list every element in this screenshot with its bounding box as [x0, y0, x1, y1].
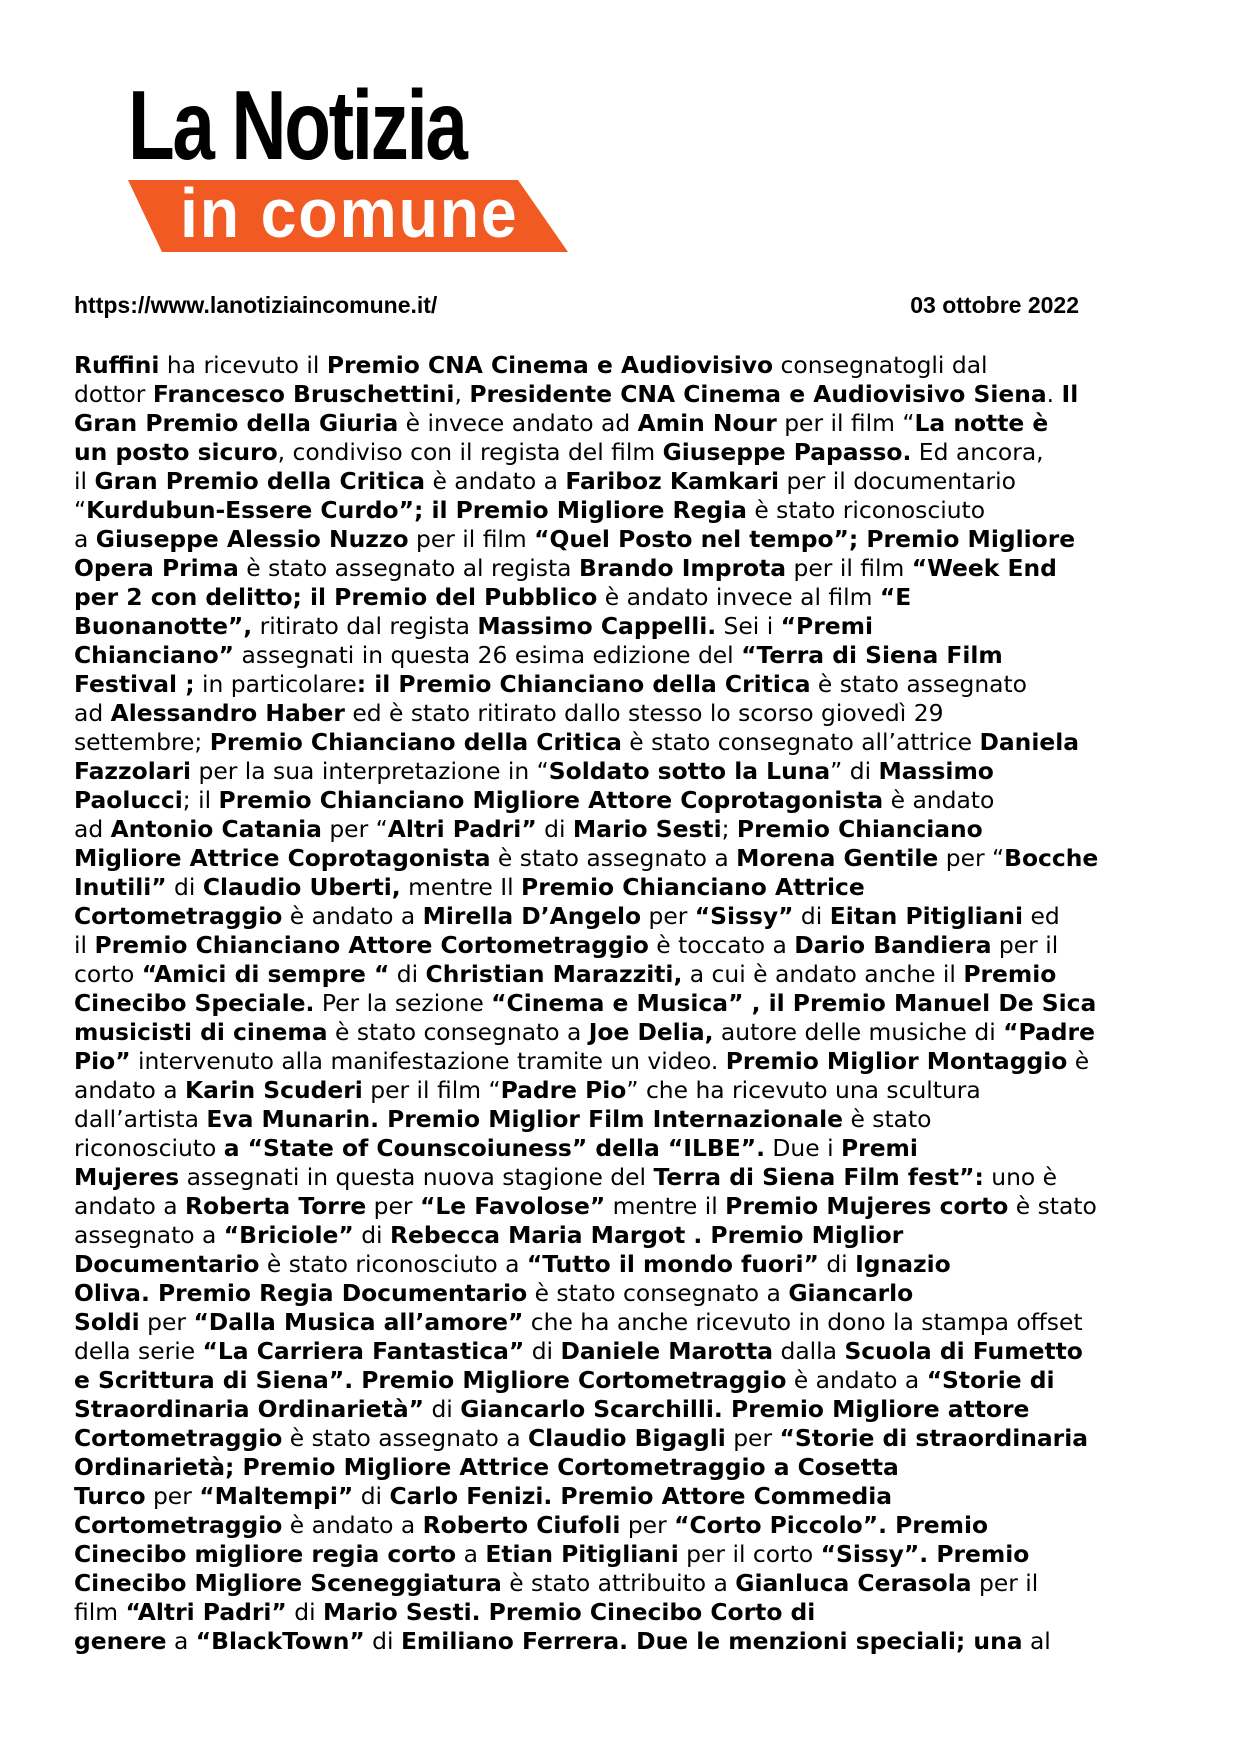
article-line	[74, 1569, 1154, 1598]
body-text: è stato consegnato a	[327, 1018, 589, 1046]
body-text: è stato	[1008, 1192, 1097, 1220]
article-line	[74, 989, 1154, 1018]
body-text: ; il	[182, 786, 219, 814]
bold-text: “Amici di sempre “	[141, 960, 390, 988]
logo-title: La Notizia	[128, 70, 466, 180]
body-text: per il	[991, 931, 1059, 959]
body-text: dall’artista	[74, 1105, 207, 1133]
bold-text: Premio CNA Cinema e Audiovisivo	[326, 351, 774, 379]
body-text: è stato	[843, 1105, 932, 1133]
bold-text: Francesco Bruschettini	[152, 380, 455, 408]
body-text: è andato a	[282, 902, 423, 930]
bold-text: “Maltempi”	[199, 1482, 354, 1510]
body-text: ed	[1023, 902, 1060, 930]
bold-text: un posto sicuro	[74, 438, 278, 466]
body-text: consegnatogli dal	[773, 351, 988, 379]
bold-text: Karin Scuderi	[185, 1076, 363, 1104]
article-line	[74, 1627, 1154, 1656]
article-line	[74, 525, 1154, 554]
bold-text: Straordinaria Ordinarietà”	[74, 1395, 425, 1423]
article-line	[74, 1598, 1154, 1627]
body-text: dalla	[773, 1337, 845, 1365]
body-text: a	[74, 525, 96, 553]
body-text: Sei i	[716, 612, 781, 640]
body-text: il	[74, 467, 95, 495]
bold-text: Cortometraggio	[74, 902, 283, 930]
body-text: a cui è andato anche il	[682, 960, 964, 988]
bold-text: “La Carriera Fantastica”	[202, 1337, 525, 1365]
bold-text: Premio	[963, 960, 1057, 988]
article-line	[74, 815, 1154, 844]
body-text: di	[353, 1221, 390, 1249]
bold-text: Etian Pitigliani	[485, 1540, 679, 1568]
bold-text: e Scrittura di Siena”. Premio Migliore Cortometraggio	[74, 1366, 787, 1394]
article-line	[74, 496, 1154, 525]
body-text: è stato riconosciuto a	[259, 1250, 527, 1278]
bold-text: Bocche	[1004, 844, 1099, 872]
bold-text: a “State of Counscoiuness” della “ILBE”.	[223, 1134, 765, 1162]
bold-text: Presidente CNA Cinema e Audiovisivo Siena	[469, 380, 1047, 408]
bold-text: Christian Marazziti,	[425, 960, 683, 988]
bold-text: Pio”	[74, 1047, 131, 1075]
article-line	[74, 1308, 1154, 1337]
bold-text: Antonio Catania	[110, 815, 322, 843]
bold-text: “Corto Piccolo”. Premio	[674, 1511, 989, 1539]
bold-text: Premio Chianciano della Critica	[209, 728, 622, 756]
body-text: di	[389, 960, 426, 988]
article-line	[74, 1395, 1154, 1424]
bold-text: “Sissy”. Premio	[820, 1540, 1030, 1568]
body-text: .	[1046, 380, 1062, 408]
body-text: ad	[74, 815, 111, 843]
bold-text: Claudio Bigagli	[528, 1424, 726, 1452]
body-text: uno è	[983, 1163, 1058, 1191]
body-text: è andato a	[425, 467, 566, 495]
bold-text: Dario Bandiera	[794, 931, 992, 959]
bold-text: Cinecibo migliore regia corto	[74, 1540, 457, 1568]
bold-text: Massimo	[878, 757, 994, 785]
article-line	[74, 960, 1154, 989]
body-text: che ha anche ricevuto in dono la stampa offset	[523, 1308, 1083, 1336]
body-text: per	[366, 1192, 420, 1220]
body-text: è stato consegnato a	[527, 1279, 789, 1307]
body-text: per il film “	[362, 1076, 501, 1104]
bold-text: Eva Munarin. Premio Miglior Film Internazionale	[206, 1105, 844, 1133]
article-line	[74, 1105, 1154, 1134]
body-text: ritirato dal regista	[252, 612, 478, 640]
bold-text: Ordinarietà; Premio Migliore Attrice Cortometraggio a Cosetta	[74, 1453, 899, 1481]
bold-text: Kurdubun-Essere Curdo”; il Premio Migliore Regia	[86, 496, 747, 524]
article-line	[74, 1540, 1154, 1569]
article-line	[74, 1047, 1154, 1076]
bold-text: “Premi	[780, 612, 873, 640]
bold-text: Premio Chianciano	[736, 815, 983, 843]
bold-text: Fariboz Kamkari	[565, 467, 780, 495]
article-line	[74, 844, 1154, 873]
article-line	[74, 1018, 1154, 1047]
bold-text: Cortometraggio	[74, 1424, 283, 1452]
article-line	[74, 1482, 1154, 1511]
article-line	[74, 1366, 1154, 1395]
body-text: di	[364, 1627, 401, 1655]
body-text: è stato assegnato a	[282, 1424, 529, 1452]
article-line	[74, 1250, 1154, 1279]
article-line	[74, 1076, 1154, 1105]
bold-text: Padre Pio	[500, 1076, 627, 1104]
body-text: di	[166, 873, 203, 901]
article-line	[74, 612, 1154, 641]
bold-text: Daniele Marotta	[560, 1337, 774, 1365]
body-text: a	[166, 1627, 196, 1655]
body-text: per “	[321, 815, 388, 843]
body-text: è stato assegnato a	[490, 844, 737, 872]
body-text: il	[74, 931, 95, 959]
body-text: ” che ha ricevuto una scultura	[626, 1076, 981, 1104]
bold-text: Giancarlo	[788, 1279, 914, 1307]
body-text: Per la sezione	[314, 989, 492, 1017]
body-text: di	[524, 1337, 561, 1365]
article-line	[74, 1424, 1154, 1453]
logo-subtitle: in comune	[180, 174, 519, 252]
bold-text: La notte è	[914, 409, 1049, 437]
article-line	[74, 1337, 1154, 1366]
body-text: “	[74, 496, 87, 524]
bold-text: Roberto Ciufoli	[422, 1511, 621, 1539]
article-line	[74, 380, 1154, 409]
body-text: autore delle musiche di	[713, 1018, 1004, 1046]
source-url[interactable]: https://www.lanotiziaincomune.it/	[74, 292, 438, 318]
bold-text: “Altri Padri”	[125, 1598, 287, 1626]
bold-text: “Cinema e Musica” , il Premio Manuel De Sica	[491, 989, 1097, 1017]
body-text: ed è stato ritirato dallo stesso lo scorso giovedì 29	[344, 699, 944, 727]
body-text: è stato assegnato	[810, 670, 1027, 698]
article-line	[74, 1453, 1154, 1482]
bold-text: Daniela	[979, 728, 1080, 756]
bold-text: Il	[1061, 380, 1079, 408]
bold-text: Gianluca Cerasola	[735, 1569, 972, 1597]
article-line	[74, 902, 1154, 931]
bold-text: per 2 con delitto; il Premio del Pubblico	[74, 583, 598, 611]
body-text: assegnati in questa nuova stagione del	[179, 1163, 654, 1191]
bold-text: genere	[74, 1627, 167, 1655]
bold-text: “BlackTown”	[195, 1627, 365, 1655]
bold-text: Roberta Torre	[185, 1192, 367, 1220]
body-text: per il film “	[776, 409, 915, 437]
body-text: riconosciuto	[74, 1134, 224, 1162]
bold-text: “E	[879, 583, 912, 611]
body-text: per il corto	[678, 1540, 821, 1568]
bold-text: “Dalla Musica all’amore”	[193, 1308, 524, 1336]
body-text: di	[353, 1482, 390, 1510]
bold-text: Eitan Pitigliani	[829, 902, 1024, 930]
bold-text: Cinecibo Migliore Sceneggiatura	[74, 1569, 502, 1597]
article-line	[74, 438, 1154, 467]
bold-text: Scuola di Fumetto	[844, 1337, 1083, 1365]
body-text: è toccato a	[648, 931, 795, 959]
bold-text: “Storie di straordinaria	[779, 1424, 1088, 1452]
body-text: per	[145, 1482, 200, 1510]
article-line	[74, 409, 1154, 438]
bold-text: Cinecibo Speciale.	[74, 989, 315, 1017]
bold-text: Migliore Attrice Coprotagonista	[74, 844, 491, 872]
bold-text: Fazzolari	[74, 757, 192, 785]
body-text: andato a	[74, 1192, 186, 1220]
bold-text: Ruffini	[74, 351, 160, 379]
body-text: per	[620, 1511, 675, 1539]
bold-text: Altri Padri”	[387, 815, 537, 843]
body-text: è andato a	[282, 1511, 423, 1539]
bold-text: Premio Chianciano Attore Cortometraggio	[94, 931, 649, 959]
bold-text: Inutili”	[74, 873, 167, 901]
bold-text: Mario Sesti	[572, 815, 722, 843]
bold-text: Giuseppe Alessio Nuzzo	[95, 525, 409, 553]
bold-text: Massimo Cappelli.	[477, 612, 717, 640]
bold-text: Documentario	[74, 1250, 260, 1278]
bold-text: Ignazio	[855, 1250, 951, 1278]
article-line	[74, 699, 1154, 728]
body-text: della serie	[74, 1337, 203, 1365]
body-text: assegnati in questa 26 esima edizione del	[234, 641, 742, 669]
body-text: è invece andato ad	[398, 409, 638, 437]
body-text: è andato invece al film	[597, 583, 880, 611]
body-text: ,	[454, 380, 470, 408]
article-line	[74, 1279, 1154, 1308]
bold-text: Paolucci	[74, 786, 183, 814]
bold-text: musicisti di cinema	[74, 1018, 328, 1046]
bold-text: Buonanotte”,	[74, 612, 253, 640]
bold-text: Morena Gentile	[736, 844, 939, 872]
article-line	[74, 757, 1154, 786]
body-text: settembre;	[74, 728, 210, 756]
publication-date: 03 ottobre 2022	[910, 292, 1079, 318]
bold-text: “Quel Posto nel tempo”; Premio Migliore	[534, 525, 1076, 553]
body-text: corto	[74, 960, 142, 988]
bold-text: Carlo Fenizi. Premio Attore Commedia	[389, 1482, 893, 1510]
bold-text: Premi	[841, 1134, 918, 1162]
body-text: per il	[971, 1569, 1039, 1597]
bold-text: Premio Miglior Montaggio	[725, 1047, 1068, 1075]
article-line	[74, 641, 1154, 670]
body-text: di	[424, 1395, 461, 1423]
body-text: per il film	[408, 525, 535, 553]
bold-text: “Sissy”	[694, 902, 794, 930]
article-line	[74, 873, 1154, 902]
body-text: in particolare	[194, 670, 357, 698]
bold-text: Opera Prima	[74, 554, 239, 582]
bold-text: Joe Delia,	[588, 1018, 714, 1046]
bold-text: Giancarlo Scarchilli. Premio Migliore attore	[460, 1395, 1030, 1423]
body-text: per	[725, 1424, 780, 1452]
bold-text: Mujeres	[74, 1163, 180, 1191]
body-text: andato a	[74, 1076, 186, 1104]
body-text: per il film	[786, 554, 912, 582]
bold-text: Alessandro Haber	[110, 699, 345, 727]
article-line	[74, 1163, 1154, 1192]
source-header	[74, 292, 1079, 322]
body-text: è andato a	[786, 1366, 927, 1394]
bold-text: Turco	[74, 1482, 146, 1510]
article-line	[74, 1511, 1154, 1540]
article-line	[74, 467, 1154, 496]
body-text: mentre il	[605, 1192, 726, 1220]
body-text: assegnato a	[74, 1221, 224, 1249]
newspaper-logo	[128, 70, 568, 254]
body-text: ha ricevuto il	[159, 351, 327, 379]
bold-text: Rebecca Maria Margot . Premio Miglior	[389, 1221, 904, 1249]
body-text: per	[139, 1308, 194, 1336]
body-text: di	[286, 1598, 323, 1626]
article-line	[74, 583, 1154, 612]
bold-text: Premio Chianciano Attrice	[521, 873, 865, 901]
bold-text: Gran Premio della Giuria	[74, 409, 399, 437]
body-text: ;	[721, 815, 737, 843]
article-line	[74, 786, 1154, 815]
article-body	[74, 351, 1154, 1656]
article-line	[74, 670, 1154, 699]
article-line	[74, 1221, 1154, 1250]
article-line	[74, 554, 1154, 583]
body-text: ad	[74, 699, 111, 727]
body-text: per	[641, 902, 695, 930]
bold-text: Soldato sotto la Luna	[548, 757, 831, 785]
body-text: è	[1067, 1047, 1090, 1075]
bold-text: : il Premio Chianciano della Critica	[356, 670, 811, 698]
bold-text: Cortometraggio	[74, 1511, 283, 1539]
bold-text: Claudio Uberti,	[202, 873, 401, 901]
body-text: a	[456, 1540, 486, 1568]
article-line	[74, 1192, 1154, 1221]
body-text: è stato attribuito a	[501, 1569, 736, 1597]
body-text: per il documentario	[779, 467, 1016, 495]
bold-text: Mario Sesti. Premio Cinecibo Corto di	[323, 1598, 816, 1626]
bold-text: Oliva. Premio Regia Documentario	[74, 1279, 528, 1307]
bold-text: “Storie di	[926, 1366, 1055, 1394]
bold-text: Premio Mujeres corto	[725, 1192, 1009, 1220]
bold-text: “Terra di Siena Film	[741, 641, 1003, 669]
bold-text: “Briciole”	[223, 1221, 354, 1249]
body-text: intervenuto alla manifestazione tramite un video.	[130, 1047, 726, 1075]
body-text: per la sua interpretazione in “	[191, 757, 549, 785]
body-text: dottor	[74, 380, 153, 408]
body-text: per “	[938, 844, 1005, 872]
bold-text: Brando Improta	[578, 554, 787, 582]
body-text: Due i	[764, 1134, 842, 1162]
bold-text: Festival ;	[74, 670, 195, 698]
bold-text: Gran Premio della Critica	[94, 467, 426, 495]
bold-text: Mirella D’Angelo	[422, 902, 642, 930]
body-text: ” di	[830, 757, 879, 785]
body-text: , condiviso con il regista del film	[277, 438, 663, 466]
article-line	[74, 728, 1154, 757]
bold-text: Soldi	[74, 1308, 140, 1336]
bold-text: Premio Chianciano Migliore Attore Coprotagonista	[218, 786, 884, 814]
body-text: è stato consegnato all’attrice	[621, 728, 980, 756]
body-text: mentre Il	[400, 873, 522, 901]
bold-text: Emiliano Ferrera. Due le menzioni speciali; una	[400, 1627, 1023, 1655]
article-line	[74, 931, 1154, 960]
bold-text: Amin Nour	[637, 409, 777, 437]
body-text: al	[1022, 1627, 1051, 1655]
body-text: è andato	[883, 786, 995, 814]
bold-text: “Padre	[1003, 1018, 1095, 1046]
bold-text: “Week End	[911, 554, 1057, 582]
body-text: film	[74, 1598, 126, 1626]
bold-text: Chianciano”	[74, 641, 235, 669]
bold-text: “Tutto il mondo fuori”	[526, 1250, 819, 1278]
body-text: di	[793, 902, 830, 930]
body-text: Ed ancora,	[911, 438, 1044, 466]
bold-text: Giuseppe Papasso.	[662, 438, 912, 466]
body-text: di	[818, 1250, 856, 1278]
body-text: è stato assegnato al regista	[238, 554, 579, 582]
body-text: è stato riconosciuto	[746, 496, 986, 524]
bold-text: Terra di Siena Film fest”:	[653, 1163, 984, 1191]
bold-text: “Le Favolose”	[419, 1192, 606, 1220]
article-line	[74, 1134, 1154, 1163]
body-text: di	[536, 815, 573, 843]
article-line	[74, 351, 1154, 380]
